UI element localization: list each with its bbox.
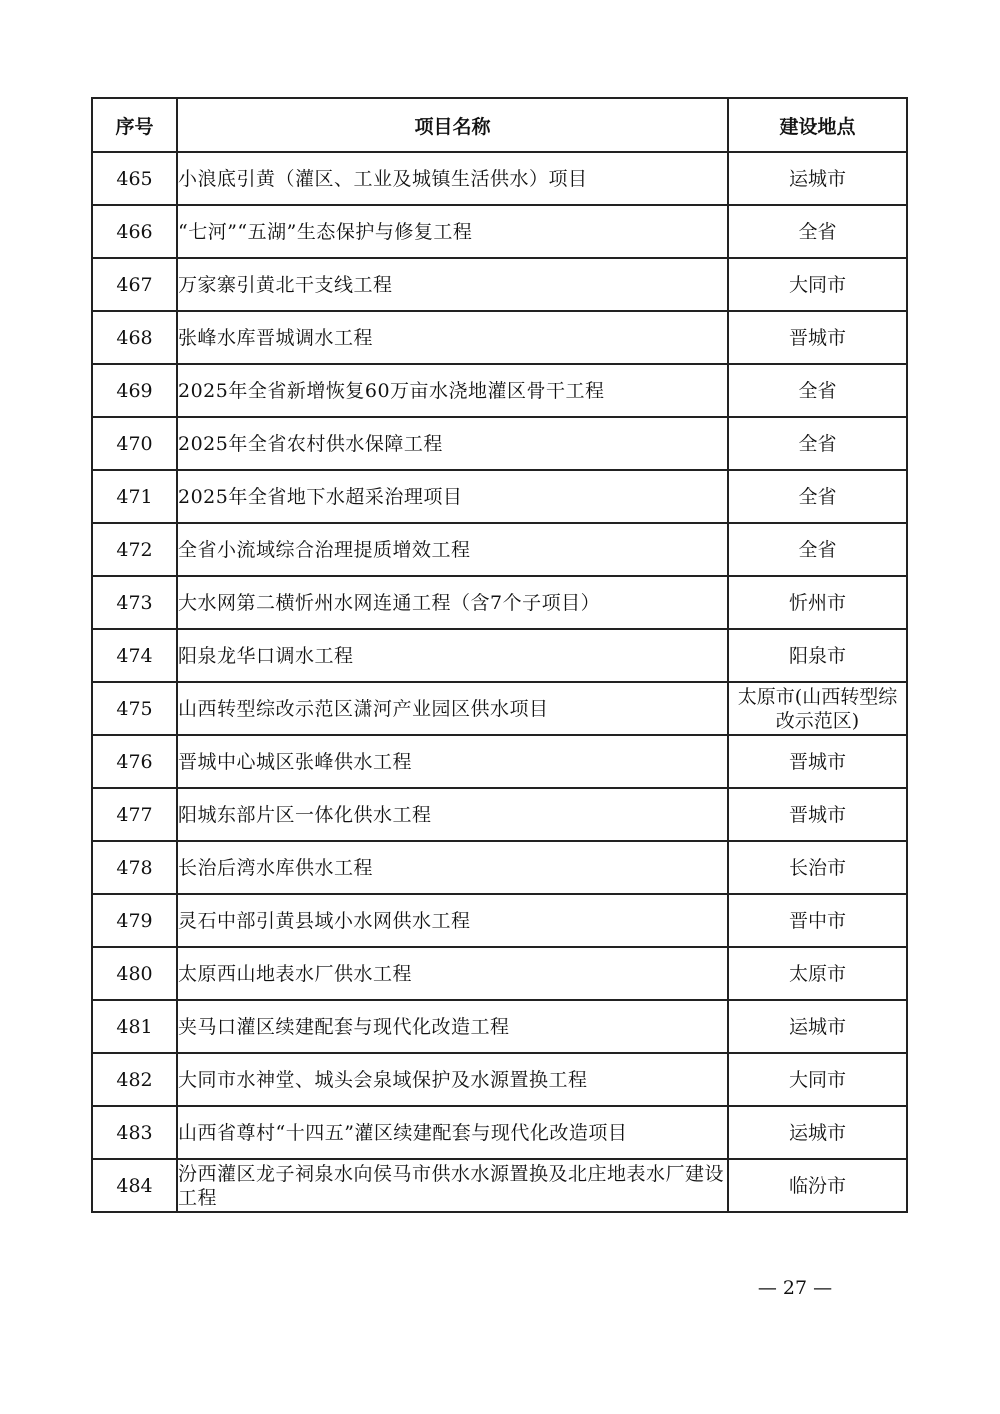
row-index: 484	[92, 1159, 177, 1212]
row-project-name: 山西转型综改示范区潇河产业园区供水项目	[177, 682, 728, 735]
row-index: 465	[92, 152, 177, 205]
header-project-name: 项目名称	[177, 98, 728, 152]
row-location: 阳泉市	[728, 629, 907, 682]
row-location: 运城市	[728, 152, 907, 205]
row-index: 483	[92, 1106, 177, 1159]
row-project-name: 阳城东部片区一体化供水工程	[177, 788, 728, 841]
row-index: 475	[92, 682, 177, 735]
row-index: 467	[92, 258, 177, 311]
row-location: 晋城市	[728, 311, 907, 364]
page-number: — 27 —	[757, 1277, 833, 1299]
row-index: 468	[92, 311, 177, 364]
row-index: 482	[92, 1053, 177, 1106]
table-header-row	[92, 98, 907, 152]
row-index: 476	[92, 735, 177, 788]
row-project-name: 长治后湾水库供水工程	[177, 841, 728, 894]
row-index: 480	[92, 947, 177, 1000]
row-location: 太原市	[728, 947, 907, 1000]
row-project-name: 灵石中部引黄县域小水网供水工程	[177, 894, 728, 947]
table-row	[92, 205, 907, 258]
row-index: 471	[92, 470, 177, 523]
row-location: 太原市(山西转型综改示范区)	[728, 682, 907, 735]
table-row	[92, 523, 907, 576]
row-location: 全省	[728, 417, 907, 470]
header-index: 序号	[92, 98, 177, 152]
row-index: 469	[92, 364, 177, 417]
table-row	[92, 1053, 907, 1106]
row-location: 临汾市	[728, 1159, 907, 1212]
row-index: 473	[92, 576, 177, 629]
table-row	[92, 1106, 907, 1159]
row-project-name: “七河”“五湖”生态保护与修复工程	[177, 205, 728, 258]
row-index: 479	[92, 894, 177, 947]
row-index: 472	[92, 523, 177, 576]
table-row	[92, 629, 907, 682]
row-index: 481	[92, 1000, 177, 1053]
row-project-name: 大水网第二横忻州水网连通工程（含7个子项目）	[177, 576, 728, 629]
row-index: 478	[92, 841, 177, 894]
row-project-name: 夹马口灌区续建配套与现代化改造工程	[177, 1000, 728, 1053]
row-location: 长治市	[728, 841, 907, 894]
row-location: 大同市	[728, 258, 907, 311]
row-index: 470	[92, 417, 177, 470]
table-row	[92, 470, 907, 523]
table-row	[92, 1000, 907, 1053]
table-row	[92, 417, 907, 470]
table-row	[92, 841, 907, 894]
header-location: 建设地点	[728, 98, 907, 152]
table-row	[92, 947, 907, 1000]
row-index: 474	[92, 629, 177, 682]
row-project-name: 小浪底引黄（灌区、工业及城镇生活供水）项目	[177, 152, 728, 205]
row-location: 全省	[728, 523, 907, 576]
row-location: 全省	[728, 470, 907, 523]
row-location: 忻州市	[728, 576, 907, 629]
row-location: 全省	[728, 364, 907, 417]
row-index: 477	[92, 788, 177, 841]
row-project-name: 2025年全省新增恢复60万亩水浇地灌区骨干工程	[177, 364, 728, 417]
table-row	[92, 152, 907, 205]
row-project-name: 大同市水神堂、城头会泉域保护及水源置换工程	[177, 1053, 728, 1106]
table-row	[92, 364, 907, 417]
row-project-name: 太原西山地表水厂供水工程	[177, 947, 728, 1000]
table-row	[92, 311, 907, 364]
row-project-name: 2025年全省农村供水保障工程	[177, 417, 728, 470]
table-row	[92, 682, 907, 735]
table-row	[92, 788, 907, 841]
row-location: 晋城市	[728, 788, 907, 841]
table-row	[92, 735, 907, 788]
row-location: 运城市	[728, 1000, 907, 1053]
row-project-name: 2025年全省地下水超采治理项目	[177, 470, 728, 523]
table-row	[92, 576, 907, 629]
row-project-name: 张峰水库晋城调水工程	[177, 311, 728, 364]
project-table	[91, 97, 908, 1213]
row-project-name: 晋城中心城区张峰供水工程	[177, 735, 728, 788]
row-location: 晋中市	[728, 894, 907, 947]
table-row	[92, 894, 907, 947]
row-location: 全省	[728, 205, 907, 258]
row-project-name: 山西省尊村“十四五”灌区续建配套与现代化改造项目	[177, 1106, 728, 1159]
row-location: 大同市	[728, 1053, 907, 1106]
row-project-name: 全省小流域综合治理提质增效工程	[177, 523, 728, 576]
row-index: 466	[92, 205, 177, 258]
row-location: 晋城市	[728, 735, 907, 788]
row-project-name: 万家寨引黄北干支线工程	[177, 258, 728, 311]
row-location: 运城市	[728, 1106, 907, 1159]
row-project-name: 汾西灌区龙子祠泉水向侯马市供水水源置换及北庄地表水厂建设工程	[177, 1159, 728, 1212]
table-row	[92, 1159, 907, 1212]
table-row	[92, 258, 907, 311]
row-project-name: 阳泉龙华口调水工程	[177, 629, 728, 682]
